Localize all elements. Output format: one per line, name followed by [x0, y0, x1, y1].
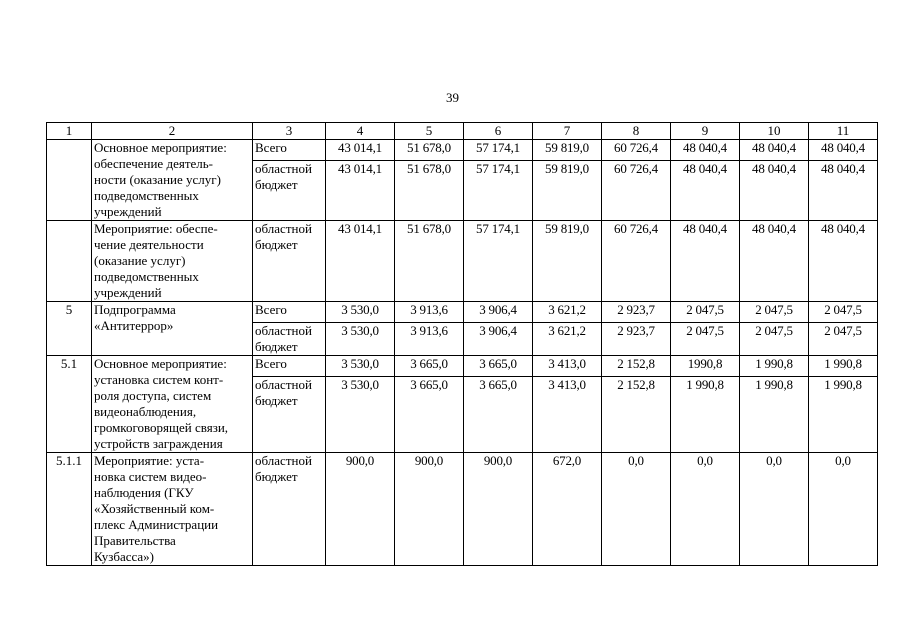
item-name-line: учреждений — [94, 285, 162, 300]
amount-cell: 3 413,0 — [533, 356, 602, 377]
column-number-cell: 3 — [253, 123, 326, 140]
item-code-cell: 5.1.1 — [47, 453, 92, 566]
item-name-line: «Хозяйственный ком- — [94, 501, 215, 516]
item-name-line: ности (оказание услуг) — [94, 172, 221, 187]
funding-source-line: бюджет — [255, 177, 298, 192]
funding-source-line: бюджет — [255, 393, 298, 408]
amount-cell: 0,0 — [671, 453, 740, 566]
amount-cell: 3 665,0 — [464, 356, 533, 377]
amount-cell: 1 990,8 — [671, 377, 740, 453]
funding-source-line: Всего — [255, 140, 287, 155]
funding-source-line: бюджет — [255, 469, 298, 484]
amount-cell: 0,0 — [602, 453, 671, 566]
amount-cell: 2 152,8 — [602, 356, 671, 377]
item-name-cell — [92, 302, 253, 356]
column-number-cell: 4 — [326, 123, 395, 140]
item-name-line: подведомственных — [94, 188, 199, 203]
column-number-cell: 1 — [47, 123, 92, 140]
item-name-line: устройств заграждения — [94, 436, 223, 451]
amount-cell: 43 014,1 — [326, 161, 395, 221]
amount-cell: 2 152,8 — [602, 377, 671, 453]
column-number-cell: 10 — [740, 123, 809, 140]
amount-cell: 3 621,2 — [533, 323, 602, 356]
amount-cell: 1 990,8 — [809, 377, 878, 453]
amount-cell: 2 923,7 — [602, 302, 671, 323]
amount-cell: 3 906,4 — [464, 302, 533, 323]
amount-cell: 3 530,0 — [326, 356, 395, 377]
funding-source-line: областной — [255, 323, 312, 338]
amount-cell: 900,0 — [464, 453, 533, 566]
funding-source-line: областной — [255, 377, 312, 392]
funding-source-line: областной — [255, 453, 312, 468]
amount-cell: 60 726,4 — [602, 221, 671, 302]
funding-source-line: бюджет — [255, 237, 298, 252]
item-name-line: роля доступа, систем — [94, 388, 212, 403]
amount-cell: 48 040,4 — [809, 161, 878, 221]
amount-cell: 3 413,0 — [533, 377, 602, 453]
item-name-line: «Антитеррор» — [94, 318, 174, 333]
amount-cell: 43 014,1 — [326, 140, 395, 161]
amount-cell: 3 665,0 — [464, 377, 533, 453]
column-number-cell: 8 — [602, 123, 671, 140]
item-name-line: Мероприятие: уста- — [94, 453, 205, 468]
item-name-line: новка систем видео- — [94, 469, 207, 484]
item-name-line: (оказание услуг) — [94, 253, 186, 268]
funding-source-line: Всего — [255, 356, 287, 371]
amount-cell: 57 174,1 — [464, 161, 533, 221]
item-name-line: наблюдения (ГКУ — [94, 485, 194, 500]
amount-cell: 2 047,5 — [809, 302, 878, 323]
amount-cell: 3 530,0 — [326, 302, 395, 323]
table-row — [47, 453, 878, 566]
amount-cell: 60 726,4 — [602, 161, 671, 221]
item-name-line: Мероприятие: обеспе- — [94, 221, 218, 236]
funding-source-line: областной — [255, 161, 312, 176]
amount-cell: 51 678,0 — [395, 221, 464, 302]
funding-source-cell — [253, 302, 326, 323]
amount-cell: 1990,8 — [671, 356, 740, 377]
amount-cell: 48 040,4 — [740, 221, 809, 302]
amount-cell: 48 040,4 — [809, 140, 878, 161]
item-code-cell: 5 — [47, 302, 92, 356]
table-row — [47, 221, 878, 302]
amount-cell: 900,0 — [395, 453, 464, 566]
amount-cell: 3 665,0 — [395, 356, 464, 377]
column-number-cell: 6 — [464, 123, 533, 140]
amount-cell: 3 913,6 — [395, 302, 464, 323]
amount-cell: 59 819,0 — [533, 221, 602, 302]
table-row — [47, 140, 878, 161]
column-number-cell: 7 — [533, 123, 602, 140]
item-name-cell — [92, 356, 253, 453]
amount-cell: 51 678,0 — [395, 161, 464, 221]
item-code-cell: 5.1 — [47, 356, 92, 453]
page-number: 39 — [446, 90, 459, 105]
funding-source-line: Всего — [255, 302, 287, 317]
item-name-line: видеонаблюдения, — [94, 404, 197, 419]
item-name-line: громкоговорящей связи, — [94, 420, 229, 435]
amount-cell: 0,0 — [740, 453, 809, 566]
column-number-cell: 9 — [671, 123, 740, 140]
amount-cell: 672,0 — [533, 453, 602, 566]
item-name-line: Основное мероприятие: — [94, 356, 227, 371]
column-number-cell: 2 — [92, 123, 253, 140]
funding-source-cell — [253, 453, 326, 566]
funding-source-cell — [253, 161, 326, 221]
item-name-line: подведомственных — [94, 269, 199, 284]
column-number-row — [47, 123, 878, 140]
amount-cell: 48 040,4 — [740, 161, 809, 221]
item-name-line: установка систем конт- — [94, 372, 224, 387]
amount-cell: 1 990,8 — [740, 356, 809, 377]
funding-source-cell — [253, 221, 326, 302]
item-name-cell — [92, 453, 253, 566]
amount-cell: 1 990,8 — [809, 356, 878, 377]
funding-source-cell — [253, 323, 326, 356]
amount-cell: 48 040,4 — [671, 221, 740, 302]
item-name-line: Кузбасса») — [94, 549, 155, 564]
amount-cell: 0,0 — [809, 453, 878, 566]
item-name-cell — [92, 140, 253, 221]
column-number-cell: 11 — [809, 123, 878, 140]
amount-cell: 48 040,4 — [671, 161, 740, 221]
item-name-line: плекс Администрации — [94, 517, 219, 532]
funding-source-cell — [253, 377, 326, 453]
column-number-cell: 5 — [395, 123, 464, 140]
funding-source-line: областной — [255, 221, 312, 236]
amount-cell: 57 174,1 — [464, 140, 533, 161]
amount-cell: 60 726,4 — [602, 140, 671, 161]
item-name-line: чение деятельности — [94, 237, 204, 252]
amount-cell: 59 819,0 — [533, 161, 602, 221]
amount-cell: 900,0 — [326, 453, 395, 566]
funding-source-cell — [253, 140, 326, 161]
table-body — [47, 123, 878, 566]
amount-cell: 3 665,0 — [395, 377, 464, 453]
item-name-line: Подпрограмма — [94, 302, 176, 317]
amount-cell: 3 913,6 — [395, 323, 464, 356]
amount-cell: 57 174,1 — [464, 221, 533, 302]
item-name-line: учреждений — [94, 204, 162, 219]
amount-cell: 3 621,2 — [533, 302, 602, 323]
table-row — [47, 302, 878, 323]
amount-cell: 2 047,5 — [671, 323, 740, 356]
amount-cell: 2 047,5 — [740, 302, 809, 323]
amount-cell: 3 530,0 — [326, 323, 395, 356]
amount-cell: 48 040,4 — [671, 140, 740, 161]
item-name-line: Основное мероприятие: — [94, 140, 227, 155]
item-name-line: Правительства — [94, 533, 176, 548]
amount-cell: 2 047,5 — [809, 323, 878, 356]
budget-table — [46, 122, 878, 566]
item-name-line: обеспечение деятель- — [94, 156, 214, 171]
funding-source-cell — [253, 356, 326, 377]
amount-cell: 3 530,0 — [326, 377, 395, 453]
amount-cell: 43 014,1 — [326, 221, 395, 302]
amount-cell: 2 047,5 — [740, 323, 809, 356]
table-row — [47, 356, 878, 377]
amount-cell: 2 047,5 — [671, 302, 740, 323]
item-name-cell — [92, 221, 253, 302]
amount-cell: 3 906,4 — [464, 323, 533, 356]
item-code-cell — [47, 221, 92, 302]
amount-cell: 48 040,4 — [809, 221, 878, 302]
amount-cell: 2 923,7 — [602, 323, 671, 356]
item-code-cell — [47, 140, 92, 221]
amount-cell: 59 819,0 — [533, 140, 602, 161]
amount-cell: 48 040,4 — [740, 140, 809, 161]
amount-cell: 51 678,0 — [395, 140, 464, 161]
amount-cell: 1 990,8 — [740, 377, 809, 453]
funding-source-line: бюджет — [255, 339, 298, 354]
